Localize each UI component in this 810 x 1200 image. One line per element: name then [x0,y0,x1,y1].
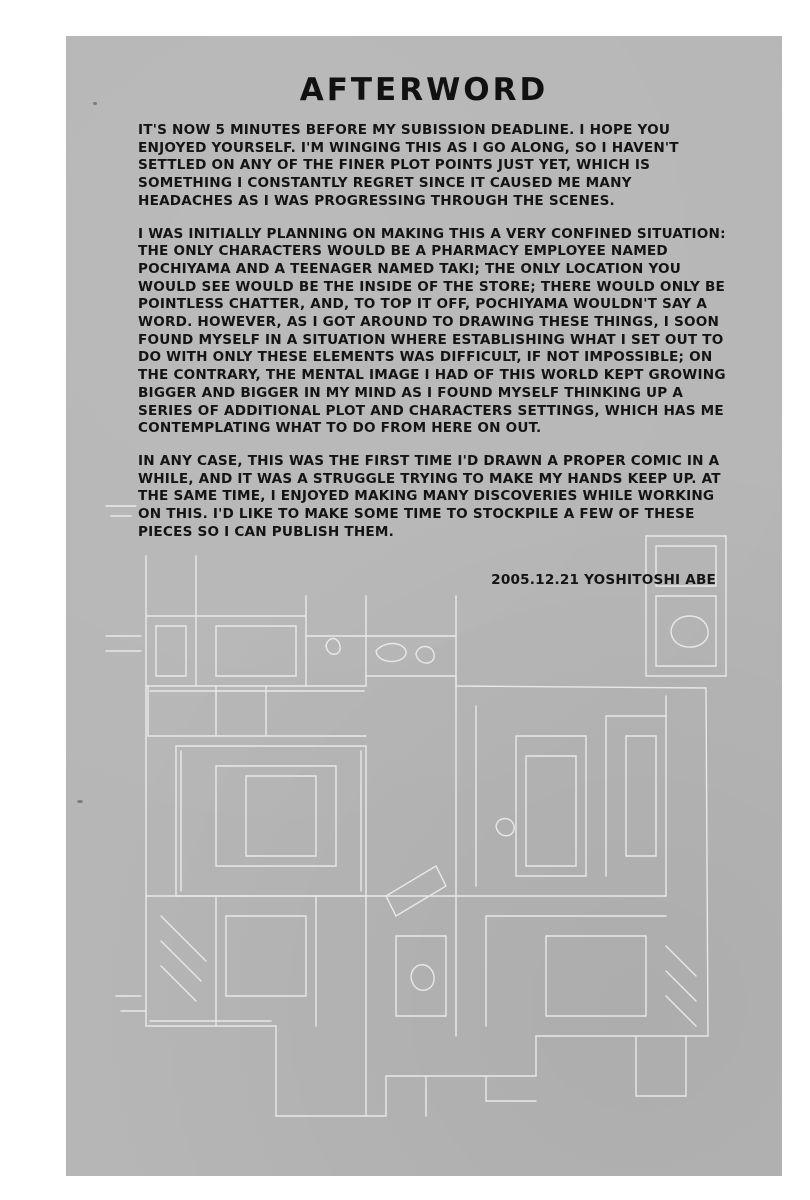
scan-speck [93,102,97,105]
paragraph: IT'S NOW 5 MINUTES BEFORE MY SUBISSION DEADLINE. I HOPE YOU ENJOYED YOURSELF. I'M WINGING THIS AS I GO ALONG, SO I HAVEN'T SETTLED ON ANY OF THE FINER PLOT POINTS JUST YET, WHICH IS SOMETHING I CONSTANTLY REGRET SINCE IT CAUSED ME MANY HEADACHES AS I WAS PROGRESSING THROUGH THE SCENES. [138,122,679,209]
scan-speck [77,800,83,803]
afterword-body [138,122,728,556]
sketch-central-room [176,746,366,896]
paragraph: IN ANY CASE, THIS WAS THE FIRST TIME I'D DRAWN A PROPER COMIC IN A WHILE, AND IT WAS A STRUGGLE TRYING TO MAKE MY HANDS KEEP UP. AT THE SAME TIME, I ENJOYED MAKING MANY DISCOVERIES WHILE WORKING ON THIS. I'D LIKE TO MAKE SOME TIME TO STOCKPILE A FEW OF THESE PIECES SO I CAN PUBLISH THEM. [138,452,721,540]
paragraph: I WAS INITIALLY PLANNING ON MAKING THIS A VERY CONFINED SITUATION: THE ONLY CHARACTERS WOULD BE A PHARMACY EMPLOYEE NAMED POCHIYAMA AND A TEENAGER NAMED TAKI; THE ONLY LOCATION YOU WOULD SEE WOULD BE THE INSIDE OF THE STORE; THERE WOULD ONLY BE POINTLESS CHATTER, AND, TO TOP IT OFF, POCHIYAMA WOULDN'T SAY A WORD. HOWEVER, AS I GOT AROUND TO DRAWING THESE THINGS, I SOON FOUND MYSELF IN A SITUATION WHERE ESTABLISHING WHAT I SET OUT TO DO WITH ONLY THESE ELEMENTS WAS DIFFICULT, IF NOT IMPOSSIBLE; ON THE CONTRARY, THE MENTAL IMAGE I HAD OF THIS WORLD KEPT GROWING BIGGER AND BIGGER IN MY MIND AS I FOUND MYSELF THINKING UP A SERIES OF ADDITIONAL PLOT AND CHARACTERS SETTINGS, WHICH HAS ME CONTEMPLATING WHAT TO DO FROM HERE ON OUT. [138,225,726,437]
sketch-upper-rooms [146,556,456,686]
sketch-lower-rooms [146,896,456,1076]
signature-date: 2005.12.21 YOSHITOSHI ABE [491,572,716,588]
afterword-page [66,36,782,1176]
sketch-right-fixture [646,536,726,676]
page-title: AFTERWORD [299,72,549,108]
sketch-store-floor [456,686,666,896]
